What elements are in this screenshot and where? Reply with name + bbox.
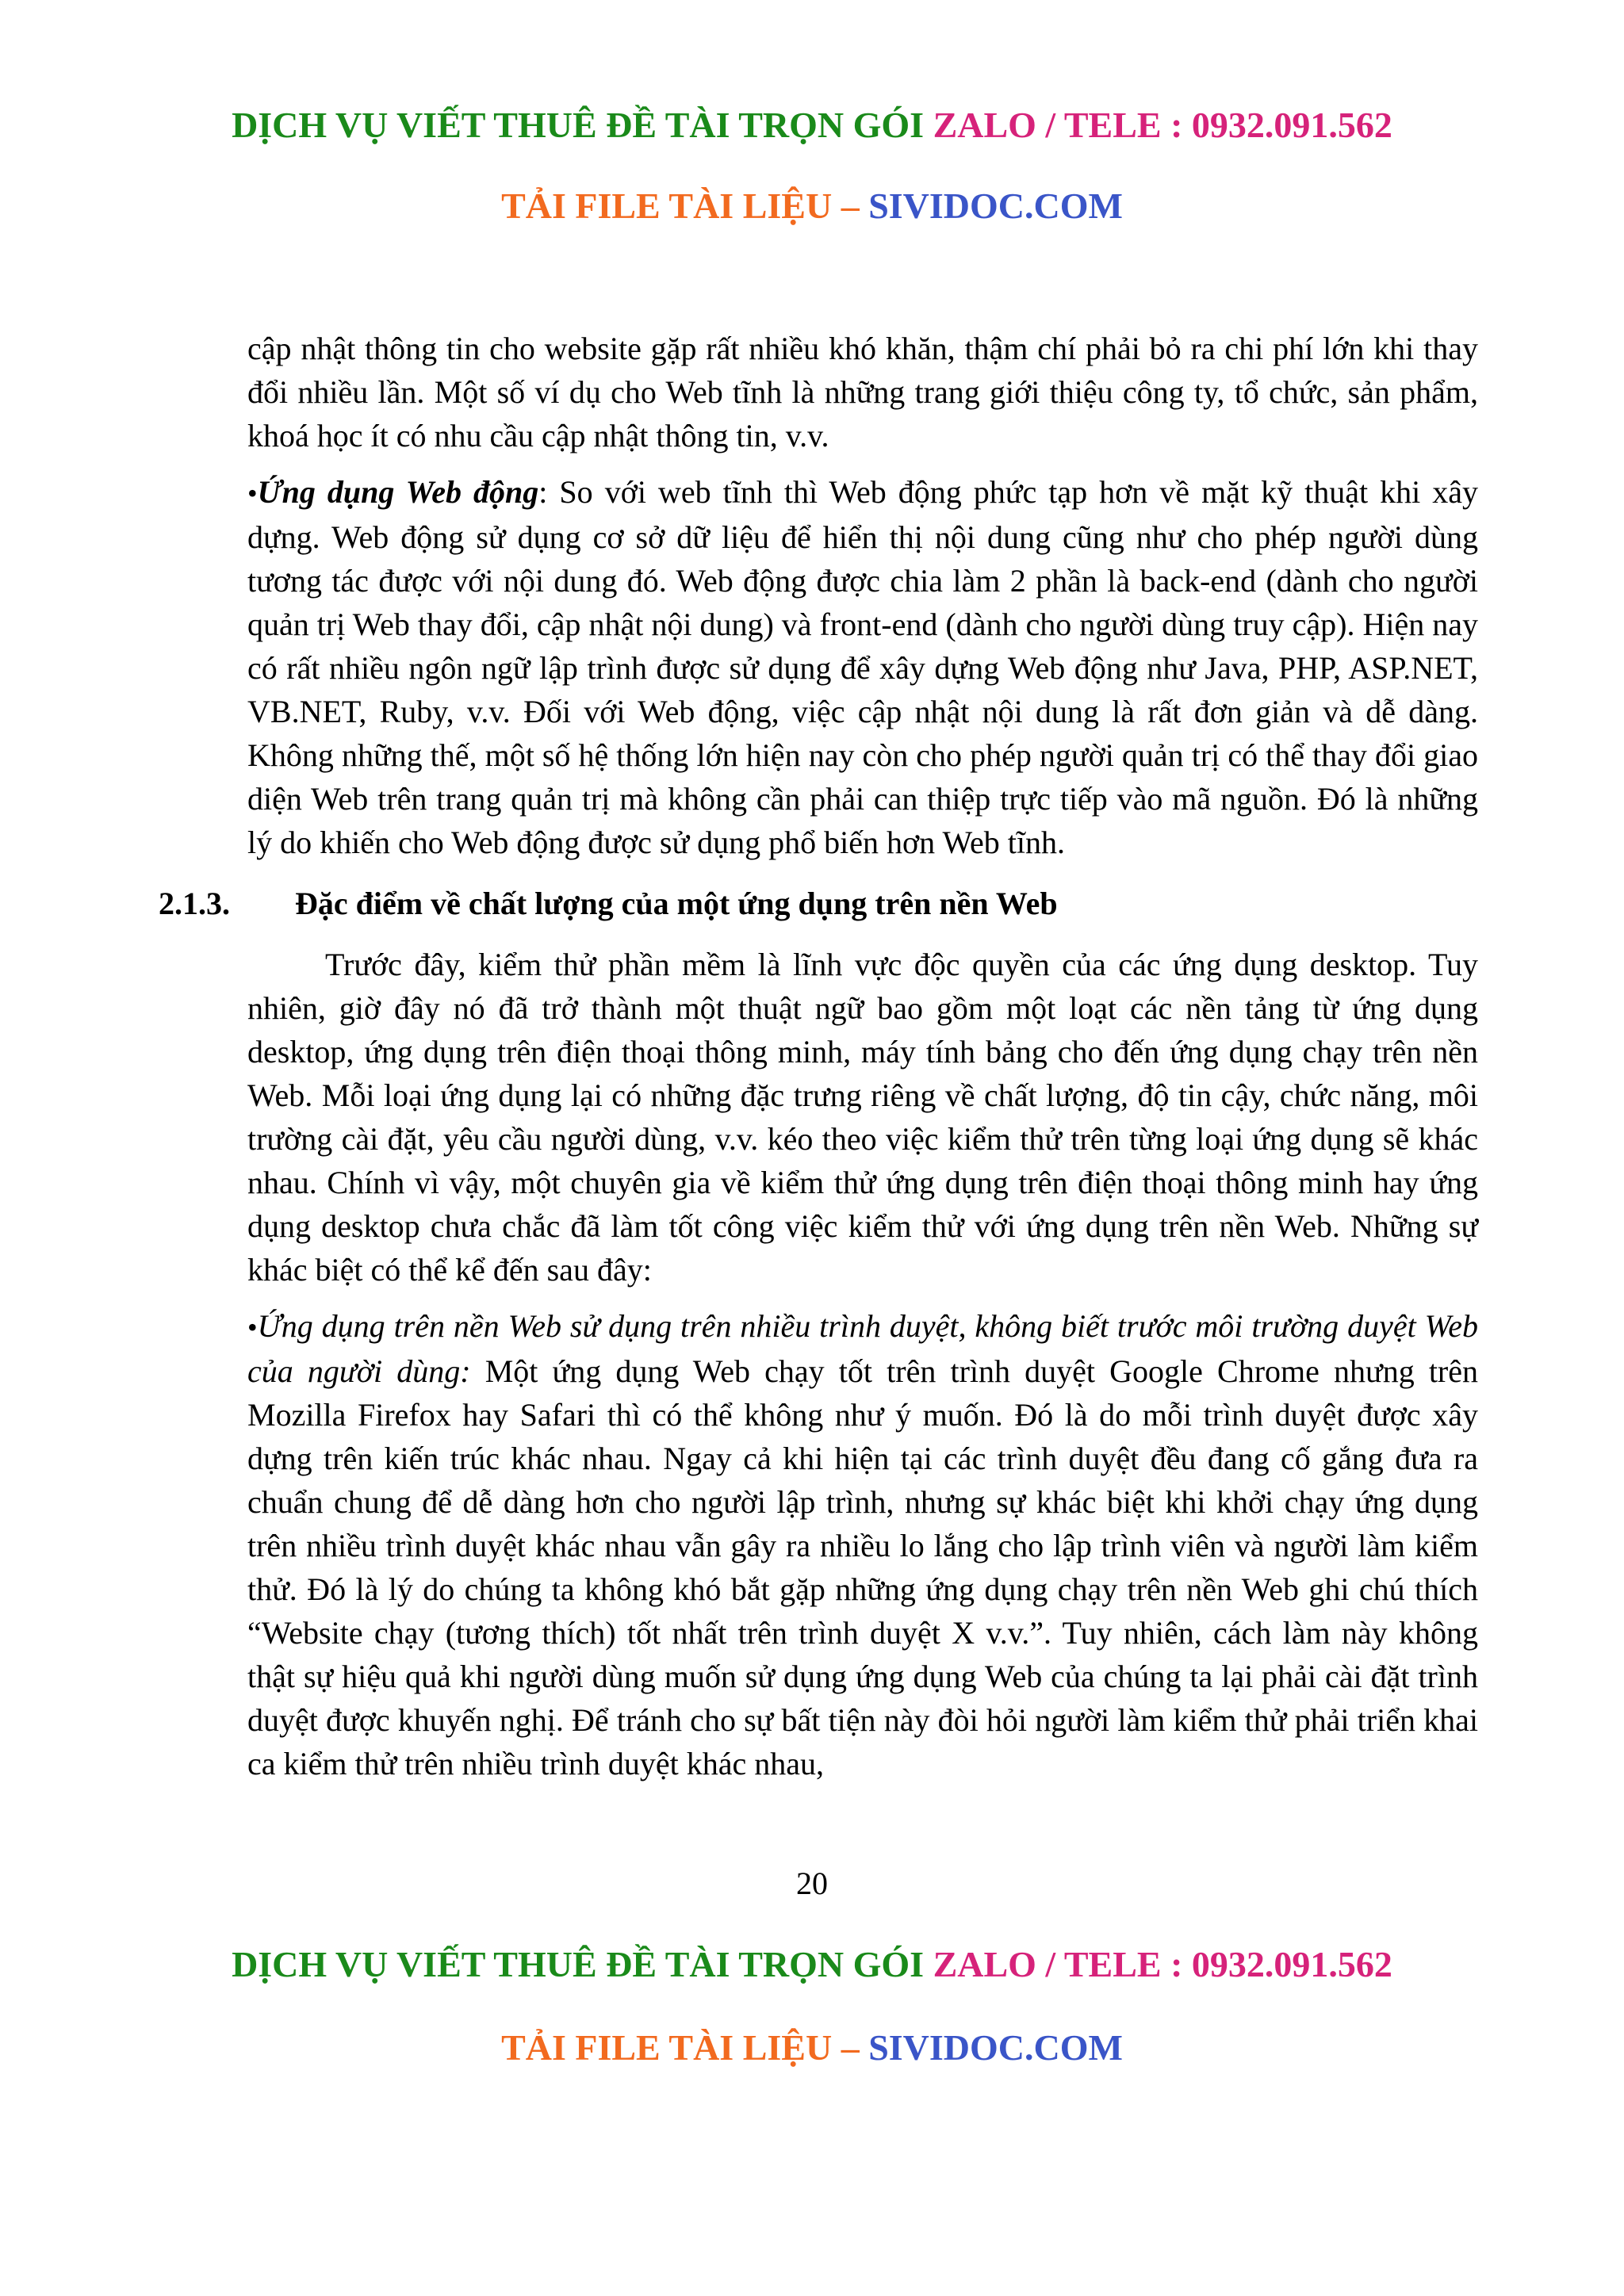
header-download-banner (0, 184, 1624, 228)
bullet-icon: • (247, 477, 258, 509)
download-text: TẢI FILE TÀI LIỆU (501, 186, 833, 226)
contact-text: ZALO / TELE : 0932.091.562 (933, 105, 1392, 145)
site-link[interactable]: SIVIDOC.COM (868, 186, 1123, 226)
browser-text: Một ứng dụng Web chạy tốt trên trình duyệt Google Chrome nhưng trên Mozilla Firefox hay Safari thì có thể không như ý muốn. Đó là do mỗi trình duyệt được xây dựng trên kiến trúc khác nhau. Ngay cả khi hiện tại các trình duyệt đều đang cố gắng đưa ra chuẩn chung để dễ dàng hơn cho người lập trình, nhưng sự khác biệt khi khởi chạy ứng dụng trên nhiều trình duyệt khác nhau vẫn gây ra nhiều lo lắng cho lập trình viên và người làm kiểm thử. Đó là lý do chúng ta không khó bắt gặp những ứng dụng chạy trên nền Web ghi chú thích “Website chạy (tương thích) tốt nhất trên trình duyệt X v.v.”. Tuy nhiên, cách làm này không thật sự hiệu quả khi người dùng muốn sử dụng ứng dụng Web của chúng ta lại phải cài đặt trình duyệt được khuyến nghị. Để tránh cho sự bất tiện này đòi hỏi người làm kiểm thử phải triển khai ca kiểm thử trên nhiều trình duyệt khác nhau, (247, 1353, 1478, 1781)
term-browser: Ứng dụng trên nền Web sử dụng trên nhiều trình duyệt, không biết trước môi trường duyệt Web của người dùng: (247, 1308, 1478, 1389)
banner-dash: – (841, 2027, 860, 2068)
service-text: DỊCH VỤ VIẾT THUÊ ĐỀ TÀI TRỌN GÓI (232, 1944, 925, 1984)
document-body (159, 327, 1479, 1785)
bullet-icon: • (247, 1311, 258, 1343)
term-dynamic-web: Ứng dụng Web động (257, 474, 539, 510)
service-text: DỊCH VỤ VIẾT THUÊ ĐỀ TÀI TRỌN GÓI (232, 105, 925, 145)
footer-service-banner (0, 1942, 1624, 1987)
paragraph-1: cập nhật thông tin cho website gặp rất nhiều khó khăn, thậm chí phải bỏ ra chi phí lớn khi thay đổi nhiều lần. Một số ví dụ cho Web tĩnh là những trang giới thiệu công ty, tổ chức, sản phẩm, khoá học ít có nhu cầu cập nhật thông tin, v.v. (247, 331, 1478, 453)
contact-text: ZALO / TELE : 0932.091.562 (933, 1944, 1392, 1984)
download-text: TẢI FILE TÀI LIỆU (501, 2027, 833, 2068)
banner-dash: – (841, 186, 860, 226)
paragraph-3: Trước đây, kiểm thử phần mềm là lĩnh vực độc quyền của các ứng dụng desktop. Tuy nhiên, giờ đây nó đã trở thành một thuật ngữ bao gồm một loạt các nền tảng từ ứng dụng desktop, ứng dụng trên điện thoại thông minh, máy tính bảng cho đến ứng dụng chạy trên nền Web. Mỗi loại ứng dụng lại có những đặc trưng riêng về chất lượng, độ tin cậy, chức năng, môi trường cài đặt, yêu cầu người dùng, v.v. kéo theo việc kiểm thử trên từng loại ứng dụng sẽ khác nhau. Chính vì vậy, một chuyên gia về kiểm thử ứng dụng trên điện thoại thông minh hay ứng dụng desktop chưa chắc đã làm tốt công việc kiểm thử với ứng dụng trên nền Web. Những sự khác biệt có thể kể đến sau đây: (247, 947, 1478, 1288)
section-number: 2.1.3. (159, 886, 230, 921)
header-service-banner (0, 103, 1624, 147)
dynamic-web-text: : So với web tĩnh thì Web động phức tạp hơn về mặt kỹ thuật khi xây dựng. Web động sử dụng cơ sở dữ liệu để hiển thị nội dung cũng như cho phép người dùng tương tác được với nội dung đó. Web động được chia làm 2 phần là back-end (dành cho người quản trị Web thay đổi, cập nhật nội dung) và front-end (dành cho người dùng truy cập). Hiện nay có rất nhiều ngôn ngữ lập trình được sử dụng để xây dựng Web động như Java, PHP, ASP.NET, VB.NET, Ruby, v.v. Đối với Web động, việc cập nhật nội dung là rất đơn giản và dễ dàng. Không những thế, một số hệ thống lớn hiện nay còn cho phép người quản trị có thể thay đổi giao diện Web trên trang quản trị mà không cần phải can thiệp trực tiếp vào mã nguồn. Đó là những lý do khiến cho Web động được sử dụng phổ biến hơn Web tĩnh. (247, 474, 1479, 860)
site-link[interactable]: SIVIDOC.COM (868, 2027, 1123, 2068)
paragraph-dynamic-web (247, 470, 1478, 864)
section-title: Đặc điểm về chất lượng của một ứng dụng trên nền Web (295, 886, 1058, 921)
section-heading (159, 882, 1478, 925)
page-number: 20 (796, 1866, 828, 1901)
paragraph-browser (247, 1304, 1478, 1785)
footer-download-banner (0, 2026, 1624, 2070)
